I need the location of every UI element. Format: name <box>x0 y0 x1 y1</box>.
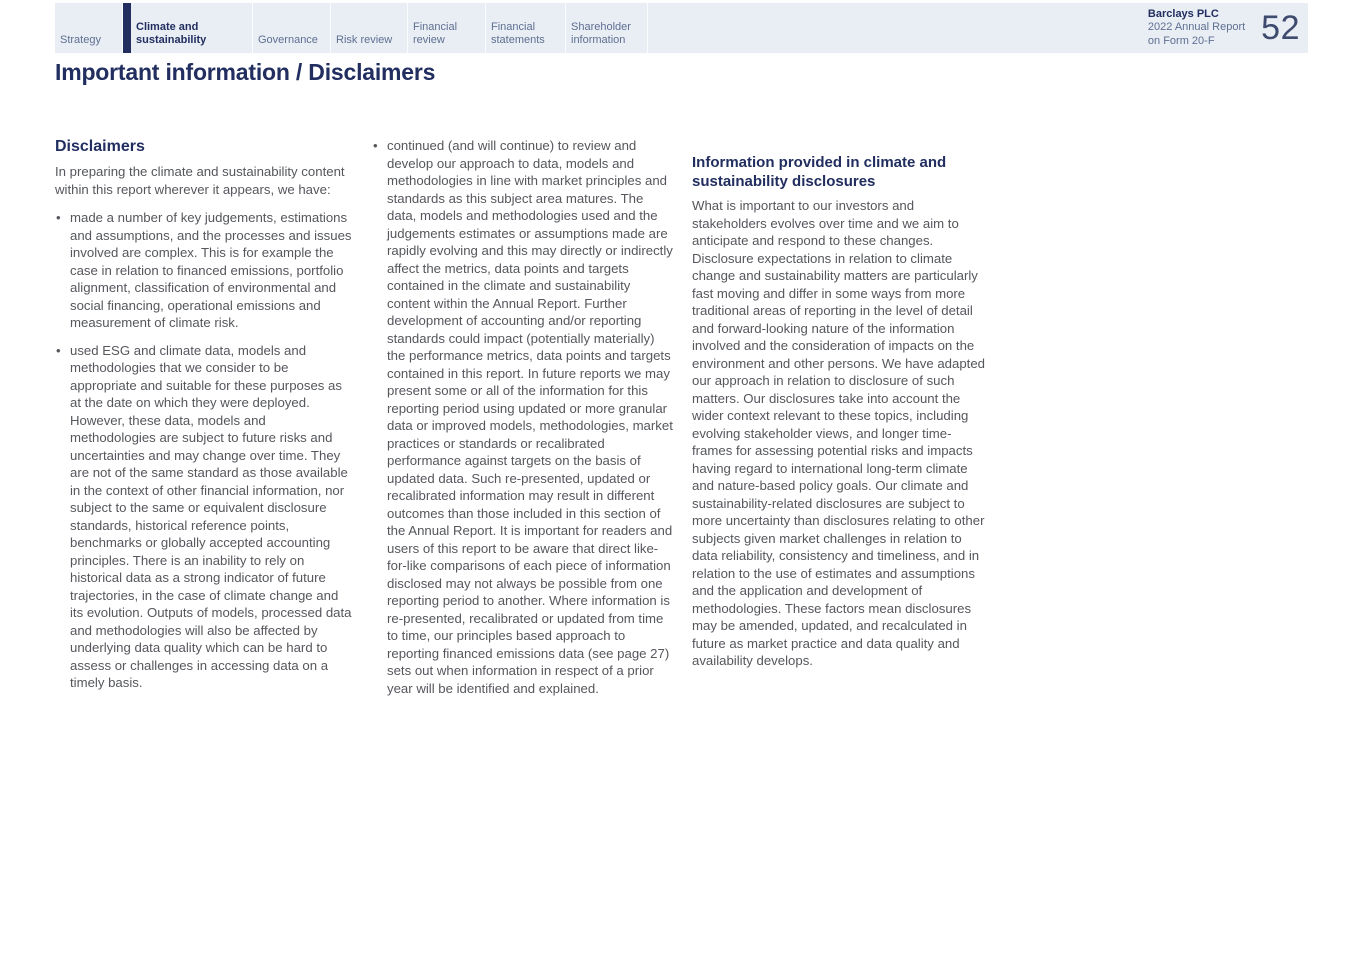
header-right-block <box>1148 3 1308 53</box>
page-title: Important information / Disclaimers <box>55 59 436 85</box>
report-title-line1: 2022 Annual Report <box>1147 21 1246 34</box>
report-title-line2: on Form 20-F <box>1147 34 1215 47</box>
tab-governance-label: Governance <box>258 34 318 46</box>
disclaimers-bullet-list <box>55 209 353 692</box>
tab-financial-statements[interactable] <box>486 3 566 53</box>
information-provided-body: What is important to our investors and stakeholders evolves over time and we aim to anticipate and respond to these changes. Disclosure expectations in relation to climate change and sustainability matters are particularly fast moving and differ in some ways from more traditional areas of reporting in the level of detail and forward-looking nature of the information involved and the consideration of impacts on the environment and other persons. We have adapted our approach in relation to disclosure of such matters. Our disclosures take into account the wider context relevant to these topics, including evolving stakeholder views, and longer time-frames for assessing potential risks and impacts having regard to international long-term climate and nature-based policy goals. Our climate and sustainability-related disclosures are subject to more uncertainty than disclosures relating to other subjects given market challenges in relation to data reliability, consistency and timeliness, and in relation to the use of estimates and assumptions and the application and development of methodologies. These factors mean disclosures may be amended, updated, and recalculated in future as market practice and data quality and availability develops. <box>692 198 986 668</box>
page-number: 52 <box>1261 8 1300 47</box>
tab-financial-review-label: Financial review <box>413 21 458 46</box>
tab-financial-statements-label: Financial statements <box>491 21 545 46</box>
disclaimers-intro: In preparing the climate and sustainability content within this report wherever it appears, we have: <box>55 164 345 197</box>
tab-governance[interactable] <box>253 3 331 53</box>
bullet-item: • continued (and will continue) to review and develop our approach to data, models and methodologies in line with market principles and standards as this subject area matures. The data, models and methodologies used and the judgements estimates or assumptions made are rapidly evolving and this may directly or indirectly affect the metrics, data points and targets contained in the climate and sustainability content within the Annual Report. Further development of accounting and/or reporting standards could impact (potentially materially) the performance metrics, data points and targets contained in this report. In future reports we may present some or all of the information for this reporting period using updated or more granular data or improved models, methodologies, market practices or standards or recalibrated performance against targets on the basis of updated data. Such re-presented, updated or recalibrated information may result in different outcomes than those included in this section of the Annual Report. It is important for readers and users of this report to be aware that direct like-for-like comparisons of each piece of information disclosed may not always be possible from one reporting period to another. Where information is re-presented, recalibrated or updated from time to time, our principles based approach to reporting financed emissions data (see page 27) sets out when information in respect of a prior year will be identified and explained. <box>372 137 673 697</box>
bullet-item: • used ESG and climate data, models and methodologies that we consider to be appropriate and suitable for these purposes as at the date on which they were deployed. However, these data, models and methodologies are subject to future risks and uncertainties and may change over time. They are not of the same standard as those available in the context of other financial information, nor subject to the same or equivalent disclosure standards, historical reference points, benchmarks or globally accepted accounting principles. There is an inability to rely on historical data as a strong indicator of future trajectories, in the case of climate change and its evolution. Outputs of models, processed data and methodologies will also be affected by underlying data quality which can be hard to assess or challenges in accessing data on a timely basis. <box>55 342 353 692</box>
tab-strategy[interactable] <box>55 3 123 53</box>
column-disclaimers-continued <box>372 137 673 707</box>
disclaimers-heading: Disclaimers <box>55 138 145 155</box>
tab-strategy-label: Strategy <box>60 34 101 46</box>
tab-shareholder-information-label: Shareholder information <box>571 21 631 46</box>
active-tab-indicator <box>123 3 131 53</box>
disclaimers-bullet-list-continued <box>372 137 673 697</box>
tab-climate-label: Climate and sustainability <box>136 21 207 46</box>
content-columns <box>55 137 989 707</box>
column-disclaimers <box>55 137 353 707</box>
tab-financial-review[interactable] <box>408 3 486 53</box>
bullet-item: • made a number of key judgements, estimations and assumptions, and the processes and issues involved are complex. This is for example the case in relation to financed emissions, portfolio alignment, classification of environmental and social financing, operational emissions and measurement of climate risk. <box>55 209 353 332</box>
tab-climate-and-sustainability[interactable] <box>131 3 253 53</box>
column-information-provided <box>692 137 989 707</box>
tab-shareholder-information[interactable] <box>566 3 648 53</box>
tab-risk-review[interactable] <box>331 3 408 53</box>
tab-risk-review-label: Risk review <box>336 34 393 46</box>
report-identity <box>1148 8 1245 49</box>
brand-name: Barclays PLC <box>1147 7 1219 20</box>
information-provided-heading: Information provided in climate and sustainability disclosures <box>692 154 947 190</box>
header-bar <box>55 3 1308 53</box>
